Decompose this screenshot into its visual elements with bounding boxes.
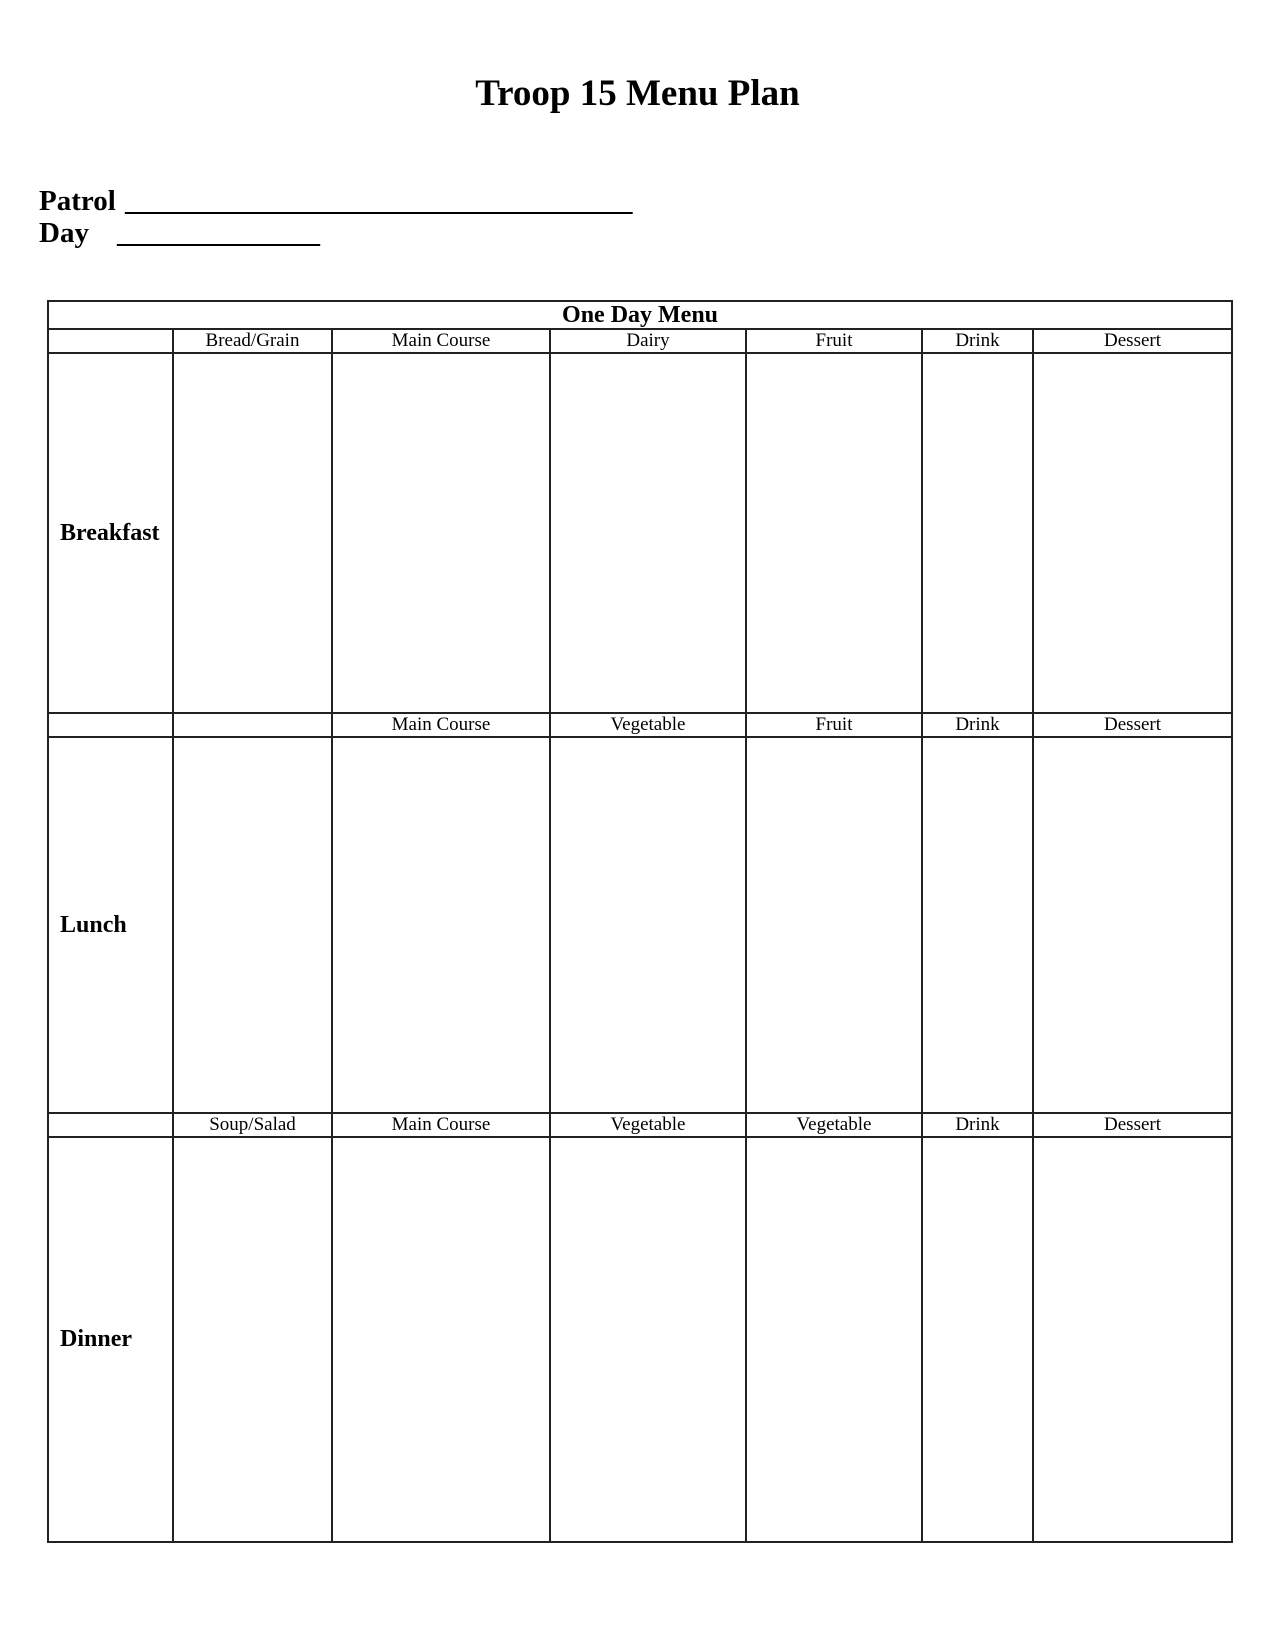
lunch-header-blank-2 [173, 713, 332, 737]
dinner-col-dessert: Dessert [1033, 1113, 1232, 1137]
lunch-header-blank [48, 713, 173, 737]
breakfast-fruit-cell[interactable] [746, 353, 922, 713]
dinner-col-drink: Drink [922, 1113, 1033, 1137]
dinner-header-row [48, 1113, 1232, 1137]
day-blank-line[interactable]: ______________ [117, 217, 320, 249]
lunch-col-dessert: Dessert [1033, 713, 1232, 737]
lunch-extra-cell[interactable] [173, 737, 332, 1113]
breakfast-main-course-cell[interactable] [332, 353, 550, 713]
breakfast-col-dessert: Dessert [1033, 329, 1232, 353]
dinner-col-main-course: Main Course [332, 1113, 550, 1137]
breakfast-entry-row [48, 353, 1232, 713]
one-day-menu-table [47, 300, 1233, 1543]
lunch-col-fruit: Fruit [746, 713, 922, 737]
patrol-blank-line[interactable]: ___________________________________ [125, 185, 633, 217]
menu-table-caption: One Day Menu [48, 301, 1232, 329]
dinner-entry-row [48, 1137, 1232, 1542]
lunch-col-vegetable: Vegetable [550, 713, 746, 737]
lunch-vegetable-cell[interactable] [550, 737, 746, 1113]
dinner-vegetable-2-cell[interactable] [746, 1137, 922, 1542]
dinner-col-soup-salad: Soup/Salad [173, 1113, 332, 1137]
breakfast-col-dairy: Dairy [550, 329, 746, 353]
dinner-col-vegetable: Vegetable [550, 1113, 746, 1137]
dinner-col-vegetable-2: Vegetable [746, 1113, 922, 1137]
dinner-main-course-cell[interactable] [332, 1137, 550, 1542]
breakfast-drink-cell[interactable] [922, 353, 1033, 713]
dinner-header-blank [48, 1113, 173, 1137]
breakfast-label: Breakfast [48, 353, 173, 713]
lunch-header-row [48, 713, 1232, 737]
breakfast-header-blank [48, 329, 173, 353]
breakfast-col-bread-grain: Bread/Grain [173, 329, 332, 353]
breakfast-col-main-course: Main Course [332, 329, 550, 353]
lunch-entry-row [48, 737, 1232, 1113]
day-label: Day [39, 217, 89, 249]
lunch-label: Lunch [48, 737, 173, 1113]
dinner-label: Dinner [48, 1137, 173, 1542]
lunch-col-main-course: Main Course [332, 713, 550, 737]
breakfast-dairy-cell[interactable] [550, 353, 746, 713]
breakfast-dessert-cell[interactable] [1033, 353, 1232, 713]
lunch-col-drink: Drink [922, 713, 1033, 737]
dinner-drink-cell[interactable] [922, 1137, 1033, 1542]
dinner-soup-salad-cell[interactable] [173, 1137, 332, 1542]
patrol-label: Patrol [39, 185, 116, 217]
dinner-vegetable-cell[interactable] [550, 1137, 746, 1542]
breakfast-col-fruit: Fruit [746, 329, 922, 353]
lunch-dessert-cell[interactable] [1033, 737, 1232, 1113]
page-title: Troop 15 Menu Plan [475, 73, 800, 114]
breakfast-bread-grain-cell[interactable] [173, 353, 332, 713]
dinner-dessert-cell[interactable] [1033, 1137, 1232, 1542]
lunch-main-course-cell[interactable] [332, 737, 550, 1113]
breakfast-col-drink: Drink [922, 329, 1033, 353]
lunch-drink-cell[interactable] [922, 737, 1033, 1113]
lunch-fruit-cell[interactable] [746, 737, 922, 1113]
breakfast-header-row [48, 329, 1232, 353]
day-field[interactable] [39, 217, 320, 249]
patrol-field[interactable] [39, 185, 633, 217]
